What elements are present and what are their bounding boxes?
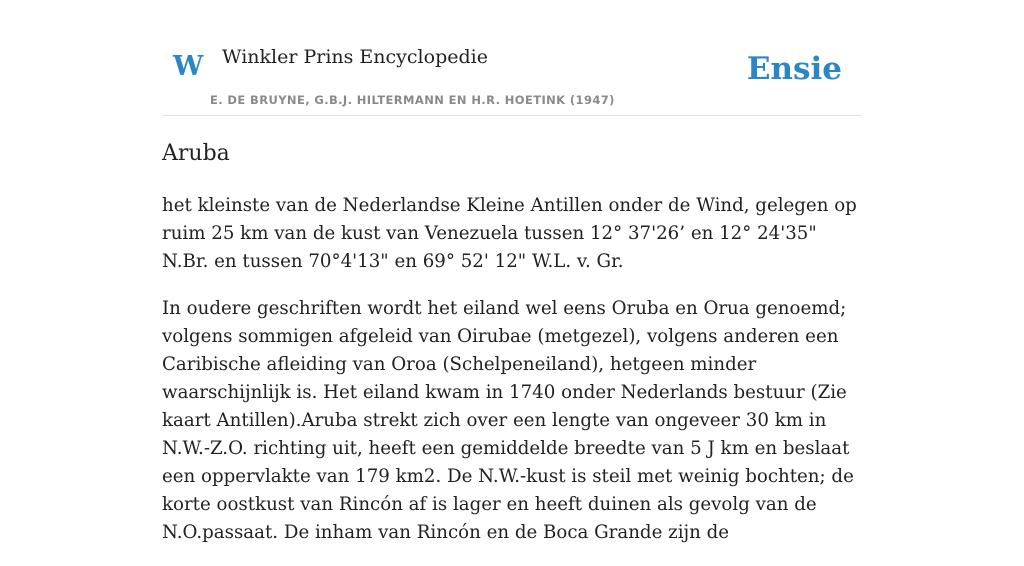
article-title: Aruba xyxy=(162,141,230,166)
header xyxy=(162,0,862,116)
article-body xyxy=(162,192,862,566)
article-paragraph: het kleinste van de Nederlandse Kleine Antillen onder de Wind, gelegen op ruim 25 km van de kust van Venezuela tussen 12° 37'26’ en 12° 24'35" N.Br. en tussen 70°4'13" en 69° 52' 12" W.L. v. Gr. xyxy=(162,195,857,272)
brand-logo[interactable]: Ensie xyxy=(746,51,842,87)
publication-title[interactable]: Winkler Prins Encyclopedie xyxy=(222,46,488,68)
publication-logo[interactable]: W xyxy=(173,51,204,82)
article-paragraph: In oudere geschriften wordt het eiland wel eens Oruba en Orua genoemd; volgens sommigen afgeleid van Oirubae (metgezel), volgens anderen een Caribische afleiding van Oroa (Schelpeneiland), hetgeen minder waarschijnlijk is. Het eiland kwam in 1740 onder Nederlands bestuur (Zie kaart Antillen).Aruba strekt zich over een lengte van ongeveer 30 km in N.W.-Z.O. richting uit, heeft een gemiddelde breedte van 5 J km en beslaat een oppervlakte van 179 km2. De N.W.-kust is steil met weinig bochten; de korte oostkust van Rincón af is lager en heeft duinen als gevolg van de N.O.passaat. De inham van Rincón en de Boca Grande zijn de xyxy=(162,298,854,543)
publication-authors: E. DE BRUYNE, G.B.J. HILTERMANN EN H.R. HOETINK (1947) xyxy=(210,93,615,107)
